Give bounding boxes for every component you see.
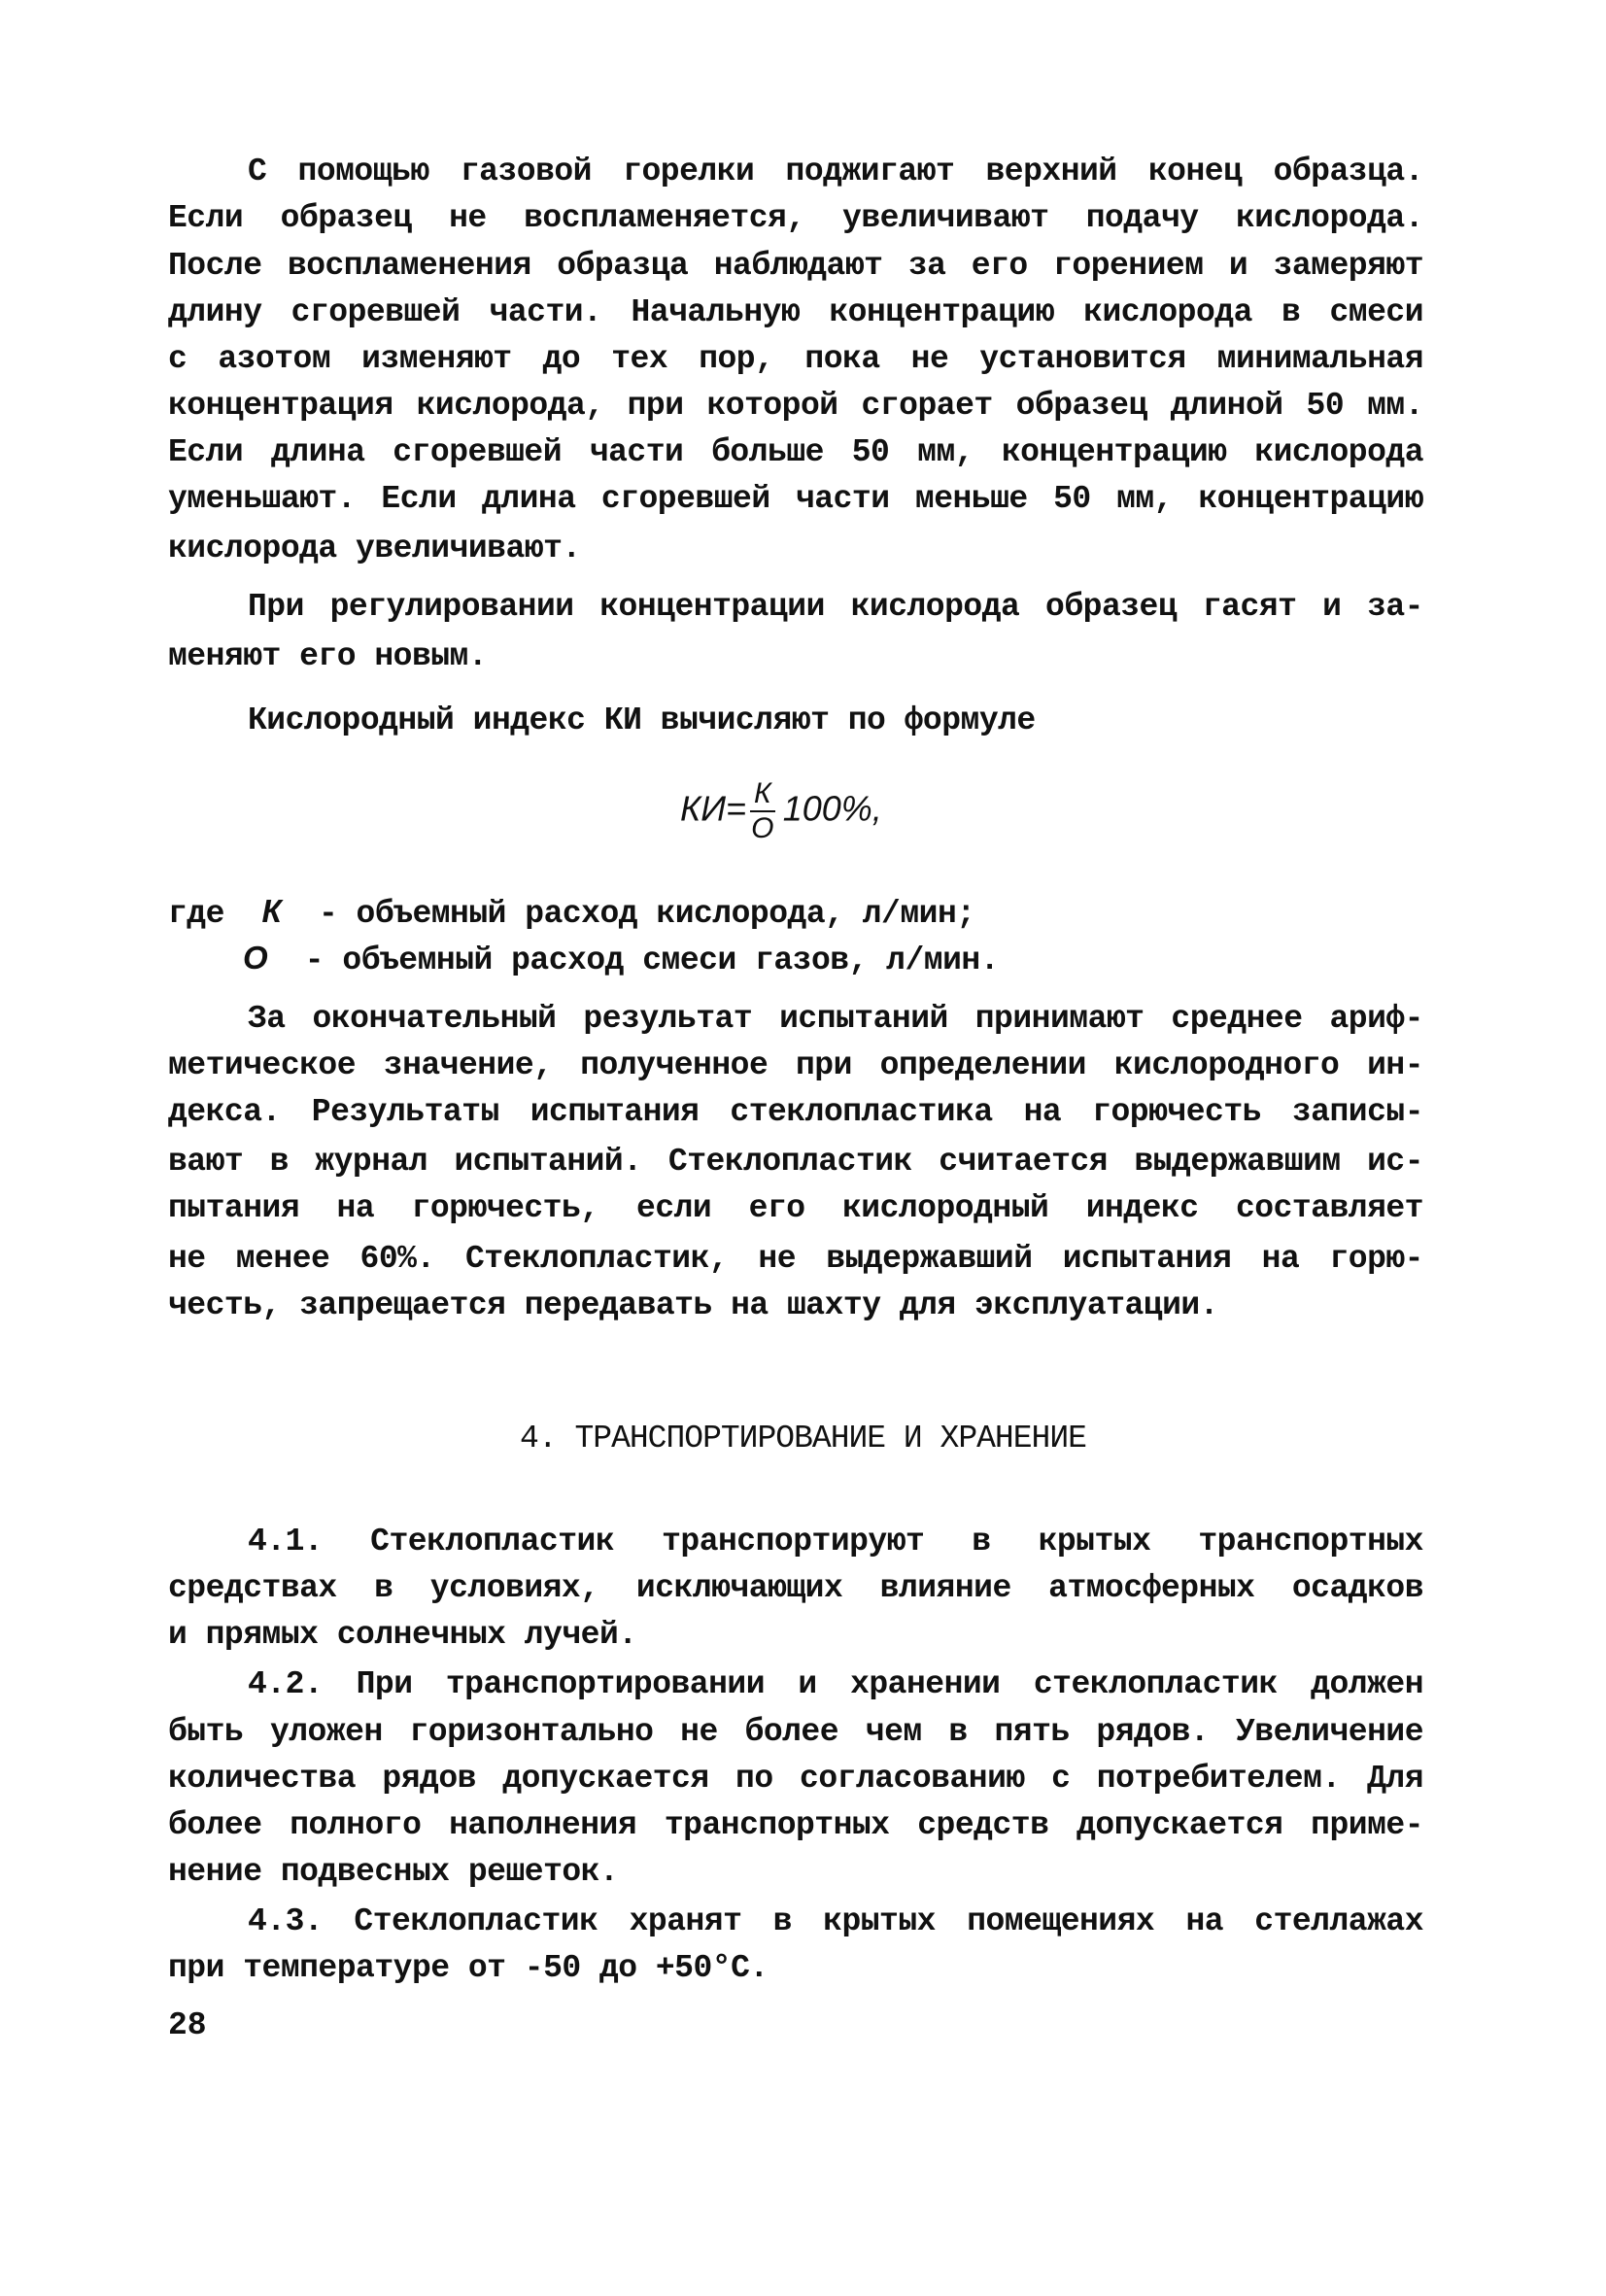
text-line: За окончательный результат испытаний принимают среднее ариф- <box>248 1001 1423 1037</box>
text-line: с азотом изменяют до тех пор, пока не установится минимальная <box>168 341 1423 377</box>
legend-text: - объемный расход смеси газов, л/мин. <box>304 942 1000 978</box>
formula-denominator: О <box>751 812 774 844</box>
text-line: кислорода увеличивают. <box>168 531 581 566</box>
text-line: концентрация кислорода, при которой сгорает образец длиной 50 мм. <box>168 388 1423 424</box>
formula-rhs: 100%, <box>782 788 882 829</box>
text-line: декса. Результаты испытания стеклопластика на горючесть записы- <box>168 1094 1423 1130</box>
text-line: Кислородный индекс КИ вычисляют по формуле <box>248 703 1036 738</box>
text-line: быть уложен горизонтально не более чем в пять рядов. Увеличение <box>168 1714 1423 1750</box>
page-number: 28 <box>168 2007 207 2043</box>
formula-numerator: К <box>750 777 775 812</box>
text-line: 4.2. При транспортировании и хранении стеклопластик должен <box>248 1666 1423 1702</box>
formula-lhs: КИ <box>680 788 726 829</box>
text-line: средствах в условиях, исключающих влияние атмосферных осадков <box>168 1570 1423 1606</box>
text-line: при температуре от -50 до +50°С. <box>168 1950 769 1986</box>
section-heading: 4. ТРАНСПОРТИРОВАНИЕ И ХРАНЕНИЕ <box>520 1421 1086 1456</box>
formula-eq: = <box>725 788 746 829</box>
legend-text: - объемный расход кислорода, л/мин; <box>318 896 975 932</box>
text-line: После воспламенения образца наблюдают за его горением и замеряют <box>168 248 1423 284</box>
text-line: С помощью газовой горелки поджигают верхний конец образца. <box>248 154 1423 189</box>
text-line: нение подвесных решеток. <box>168 1854 619 1890</box>
text-line: вают в журнал испытаний. Стеклопластик считается выдержавшим ис- <box>168 1144 1423 1180</box>
text-line: метическое значение, полученное при определении кислородного ин- <box>168 1047 1423 1083</box>
text-line: 4.1. Стеклопластик транспортируют в крытых транспортных <box>248 1524 1423 1559</box>
text-line: более полного наполнения транспортных средств допускается приме- <box>168 1807 1423 1843</box>
text-line: длину сгоревшей части. Начальную концентрацию кислорода в смеси <box>168 294 1423 330</box>
legend-symbol: О <box>243 940 268 976</box>
text-line: не менее 60%. Стеклопластик, не выдержавший испытания на горю- <box>168 1241 1423 1277</box>
text-line: Если длина сгоревшей части больше 50 мм, концентрацию кислорода <box>168 434 1423 470</box>
legend-symbol: К <box>261 893 282 929</box>
text-line: и прямых солнечных лучей. <box>168 1617 637 1653</box>
text-line: количества рядов допускается по согласованию с потребителем. Для <box>168 1761 1423 1797</box>
formula-fraction <box>750 777 775 845</box>
text-line: Если образец не воспламеняется, увеличивают подачу кислорода. <box>168 200 1423 236</box>
text-line: меняют его новым. <box>168 638 488 674</box>
legend-line-2 <box>243 935 999 981</box>
text-line: При регулировании концентрации кислорода образец гасят и за- <box>248 589 1423 625</box>
text-line: 4.3. Стеклопластик хранят в крытых помещениях на стеллажах <box>248 1903 1423 1939</box>
text-line: честь, запрещается передавать на шахту для эксплуатации. <box>168 1287 1218 1323</box>
legend-prefix: где <box>168 896 224 932</box>
text-line: пытания на горючесть, если его кислородный индекс составляет <box>168 1190 1423 1226</box>
formula <box>680 777 882 845</box>
legend-line-1 <box>168 888 975 935</box>
text-line: уменьшают. Если длина сгоревшей части меньше 50 мм, концентрацию <box>168 481 1423 517</box>
